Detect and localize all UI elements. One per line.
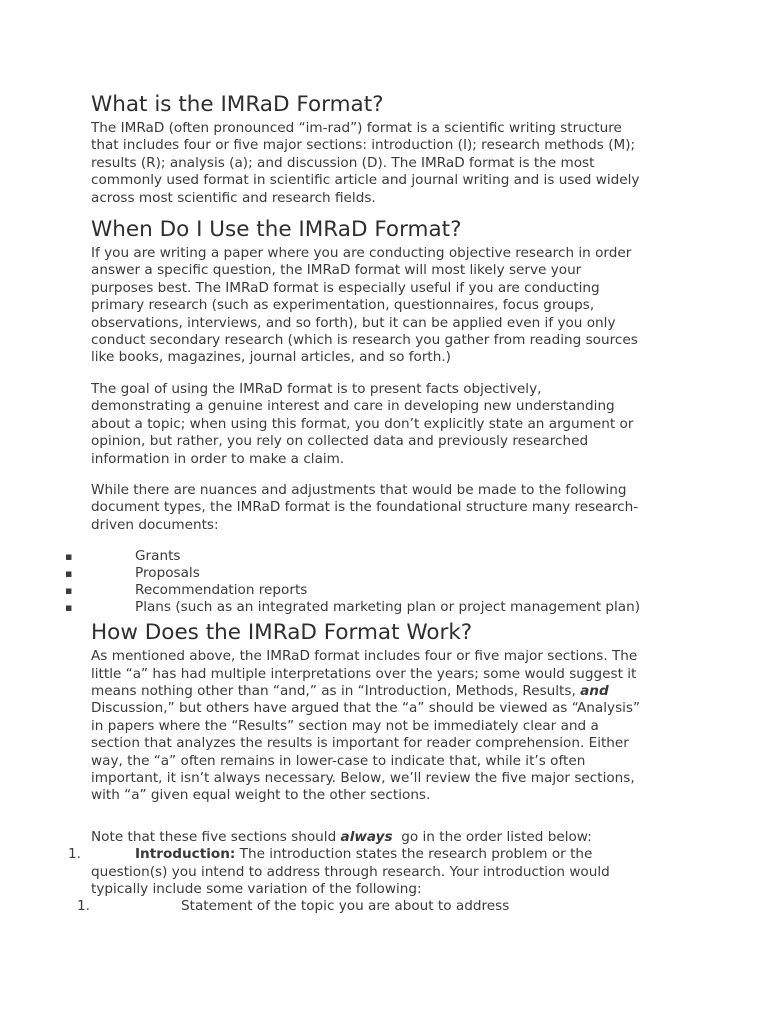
text-line: that includes four or five major sections: introduction (I); research methods (M);	[91, 137, 636, 154]
text-fragment: go in the order listed below:	[392, 828, 592, 845]
list-item	[65, 582, 691, 599]
text-line	[91, 829, 691, 846]
document-page	[65, 92, 691, 916]
text-line: section that analyzes the results is important for reader comprehension. Either	[91, 735, 629, 752]
heading-what-is-imrad: What is the IMRaD Format?	[91, 92, 384, 117]
text-fragment: Statement of the topic you are about to address	[181, 898, 510, 915]
sub-numbered-item	[77, 898, 691, 915]
text-line: with “a” given equal weight to the other sections.	[91, 787, 431, 804]
text-line: little “a” has had multiple interpretations over the years; some would suggest it	[91, 665, 637, 682]
heading-how-it-works: How Does the IMRaD Format Work?	[91, 620, 473, 646]
bullet-icon: ▪	[65, 550, 73, 564]
bullet-icon: ▪	[65, 584, 73, 598]
text-line: The IMRaD (often pronounced “im-rad”) format is a scientific writing structure	[91, 120, 622, 136]
text-line: demonstrating a genuine interest and care in developing new understanding	[91, 398, 615, 415]
list-item-label: Proposals	[135, 565, 200, 582]
text-line: While there are nuances and adjustments that would be made to the following	[91, 481, 627, 498]
item-title: Introduction:	[135, 846, 236, 863]
text-line	[91, 846, 691, 863]
text-line: commonly used format in scientific article and journal writing and is used widely	[91, 172, 640, 189]
paragraph-when-3	[91, 482, 691, 534]
list-item	[65, 565, 691, 582]
text-line: like books, magazines, journal articles, and so forth.)	[91, 349, 451, 366]
text-line: driven documents:	[91, 516, 219, 533]
text-line: in papers where the “Results” section may not be immediately clear and a	[91, 717, 599, 734]
text-line: typically include some variation of the following:	[91, 881, 422, 897]
text-fragment: means nothing other than “and,” as in “Introduction, Methods, Results,	[91, 682, 581, 699]
paragraph-when-2	[91, 381, 691, 468]
text-line: opinion, but rather, you rely on collected data and previously researched	[91, 433, 589, 450]
text-line: results (R); analysis (a); and discussion (D). The IMRaD format is the most	[91, 154, 595, 171]
text-line: about a topic; when using this format, you don’t explicitly state an argument or	[91, 415, 634, 432]
bullet-icon: ▪	[65, 567, 73, 581]
list-item-label: Plans (such as an integrated marketing plan or project management plan)	[135, 599, 641, 616]
text-line: observations, interviews, and so forth), but it can be applied even if you only	[91, 314, 616, 331]
text-line: Discussion,” but others have argued that the “a” should be viewed as “Analysis”	[91, 700, 641, 717]
list-item-label: Grants	[135, 548, 181, 565]
text-line: document types, the IMRaD format is the foundational structure many research-	[91, 499, 639, 516]
emphasis-always: always	[340, 828, 393, 845]
document-types-list	[65, 548, 691, 616]
text-line: conduct secondary research (which is research you gather from reading sources	[91, 332, 638, 349]
paragraph-when-1	[91, 245, 691, 367]
list-number: 1.	[68, 846, 81, 863]
list-item	[65, 599, 691, 616]
text-fragment: Note that these five sections should	[91, 828, 341, 845]
text-line: way, the “a” often remains in lower-case to indicate that, while it’s often	[91, 752, 586, 769]
text-line: information in order to make a claim.	[91, 450, 345, 467]
list-item-label: Recommendation reports	[135, 582, 308, 599]
text-line: important, it isn’t always necessary. Below, we’ll review the five major sections,	[91, 769, 635, 786]
text-line: answer a specific question, the IMRaD format will most likely serve your	[91, 262, 582, 279]
paragraph-what-is-imrad	[91, 120, 691, 207]
text-fragment: The introduction states the research problem or the	[235, 846, 593, 863]
text-line: The goal of using the IMRaD format is to present facts objectively,	[91, 380, 542, 397]
emphasis-and: and	[580, 682, 609, 699]
text-line: primary research (such as experimentation, questionnaires, focus groups,	[91, 297, 595, 314]
text-line: As mentioned above, the IMRaD format includes four or five major sections. The	[91, 648, 638, 665]
bullet-icon: ▪	[65, 601, 73, 615]
text-line: question(s) you intend to address through research. Your introduction would	[91, 863, 610, 880]
text-line: across most scientific and research fields.	[91, 189, 376, 206]
paragraph-note	[91, 829, 691, 846]
text-line: If you are writing a paper where you are conducting objective research in order	[91, 245, 632, 262]
heading-when-to-use: When Do I Use the IMRaD Format?	[91, 217, 462, 243]
text-line: purposes best. The IMRaD format is especially useful if you are conducting	[91, 279, 600, 296]
list-item	[65, 548, 691, 565]
paragraph-how-1	[91, 648, 691, 805]
list-number: 1.	[77, 898, 90, 915]
text-line	[91, 683, 691, 700]
numbered-item-introduction	[68, 846, 691, 898]
